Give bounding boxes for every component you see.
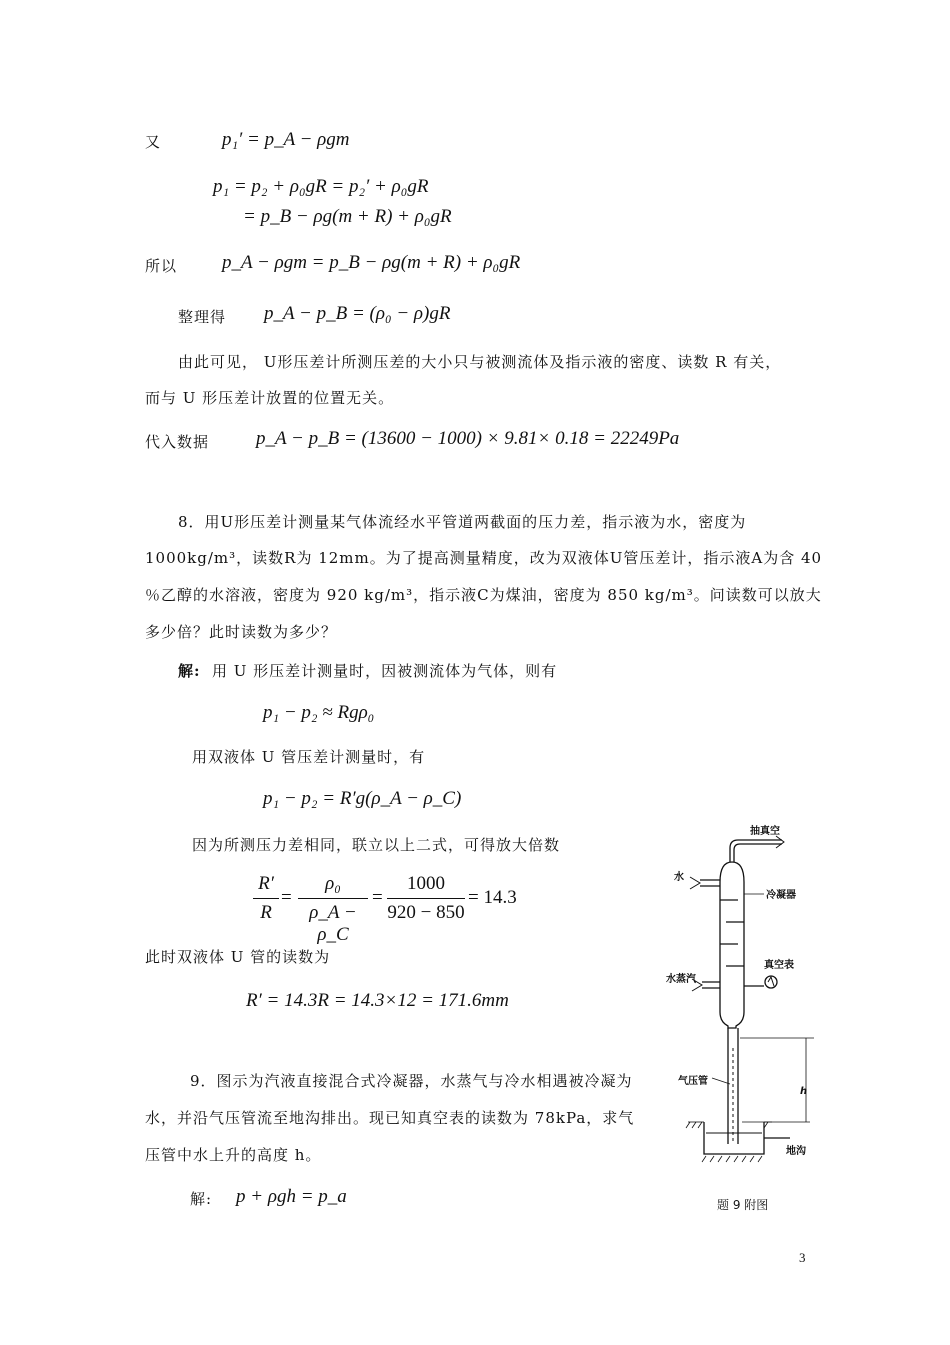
reading-text: 此时双液体 U 管的读数为: [145, 948, 331, 966]
equation-reading: R′ = 14.3R = 14.3×12 = 171.6mm: [246, 990, 509, 1011]
label-you: 又: [145, 133, 162, 151]
equation-p1-line1: p₁ = p₂ + ρ₀gR = p₂′ + ρ₀gR: [213, 176, 429, 197]
equation-substitute: p_A − p_B = (13600 − 1000) × 9.81× 0.18 = 22249Pa: [256, 428, 680, 449]
problem8-line-4: 多少倍？此时读数为多少？: [145, 623, 338, 641]
solution-label-8: 解:: [178, 662, 201, 680]
label-steam: 水蒸汽: [666, 974, 696, 985]
problem8-line-2: 1000kg/m³，读数R为 12mm。为了提高测量精度，改为双液体U管压差计，指示液A为含 40: [145, 549, 823, 567]
label-vacuum-gauge: 真空表: [764, 960, 794, 971]
fraction-2-numerator: ρ₀: [325, 873, 341, 894]
problem9-line-3: 压管中水上升的高度 h。: [145, 1146, 322, 1164]
equation-p1-prime: p₁′ = p_A − ρgm: [222, 129, 350, 150]
condenser-body: [720, 862, 744, 1028]
double-liquid-text: 用双液体 U 管压差计测量时，有: [192, 748, 426, 766]
fraction-1-denominator: R: [260, 902, 272, 923]
label-h: h: [800, 1086, 808, 1097]
drain-basin: [704, 1122, 764, 1154]
equation-p1-line2: = p_B − ρg(m + R) + ρ₀gR: [243, 206, 452, 227]
label-condenser: 冷凝器: [766, 890, 796, 901]
conclusion-line-2: 而与 U 形压差计放置的位置无关。: [145, 389, 395, 407]
page-number: 3: [799, 1250, 806, 1265]
equation-p1-p2-single: p₁ − p₂ ≈ Rgρ₀: [263, 702, 375, 723]
label-suoyi: 所以: [145, 257, 178, 275]
equation-problem9: p + ρgh = p_a: [236, 1186, 347, 1207]
label-barometric-pipe: 气压管: [678, 1076, 708, 1087]
condenser-diagram: [660, 822, 850, 1197]
fraction-3-denominator: 920 − 850: [387, 902, 465, 923]
label-water: 水: [674, 872, 684, 883]
label-zhengli: 整理得: [178, 308, 227, 326]
solution-label-9: 解:: [190, 1190, 213, 1208]
conclusion-line-1: 由此可见， U形压差计所测压差的大小只与被测流体及指示液的密度、读数 R 有关，: [178, 353, 782, 371]
ratio-result: = 14.3: [468, 887, 517, 908]
fraction-rho0-over-rhoa-rhoc: [298, 873, 368, 946]
figure-caption: 题 9 附图: [717, 1198, 769, 1212]
same-pressure-text: 因为所测压力差相同，联立以上二式，可得放大倍数: [192, 836, 561, 854]
equation-zhengli: p_A − p_B = (ρ₀ − ρ)gR: [264, 303, 451, 324]
equals-sign-1: =: [281, 887, 292, 908]
equation-suoyi: p_A − ρgm = p_B − ρg(m + R) + ρ₀gR: [222, 252, 521, 273]
problem9-line-2: 水，并沿气压管流至地沟排出。现已知真空表的读数为 78kPa，求气: [145, 1109, 635, 1127]
fraction-2-denominator: ρ_A − ρ_C: [309, 902, 357, 945]
solution-text-8: 用 U 形压差计测量时，因被测流体为气体，则有: [212, 662, 558, 680]
label-substitute: 代入数据: [145, 433, 210, 451]
fraction-3-numerator: 1000: [407, 873, 445, 894]
problem8-line-3: ％乙醇的水溶液，密度为 920 kg/m³，指示液C为煤油，密度为 850 kg/m³。问读数可以放大: [145, 586, 822, 604]
equals-sign-2: =: [372, 887, 383, 908]
problem8-line-1: 8．用U形压差计测量某气体流经水平管道两截面的压力差，指示液为水，密度为: [178, 513, 747, 531]
vacuum-outlet-pipe: [730, 840, 782, 862]
label-vacuum-pump: 抽真空: [750, 826, 780, 837]
fraction-r-prime-over-r: [253, 873, 279, 924]
problem9-line-1: 9．图示为汽液直接混合式冷凝器，水蒸气与冷水相遇被冷凝为: [190, 1072, 633, 1090]
fraction-1000-over-difference: [387, 873, 465, 924]
label-drain: 地沟: [786, 1146, 806, 1157]
equation-p1-p2-double: p₁ − p₂ = R′g(ρ_A − ρ_C): [263, 788, 462, 809]
fraction-1-numerator: R′: [258, 873, 274, 894]
